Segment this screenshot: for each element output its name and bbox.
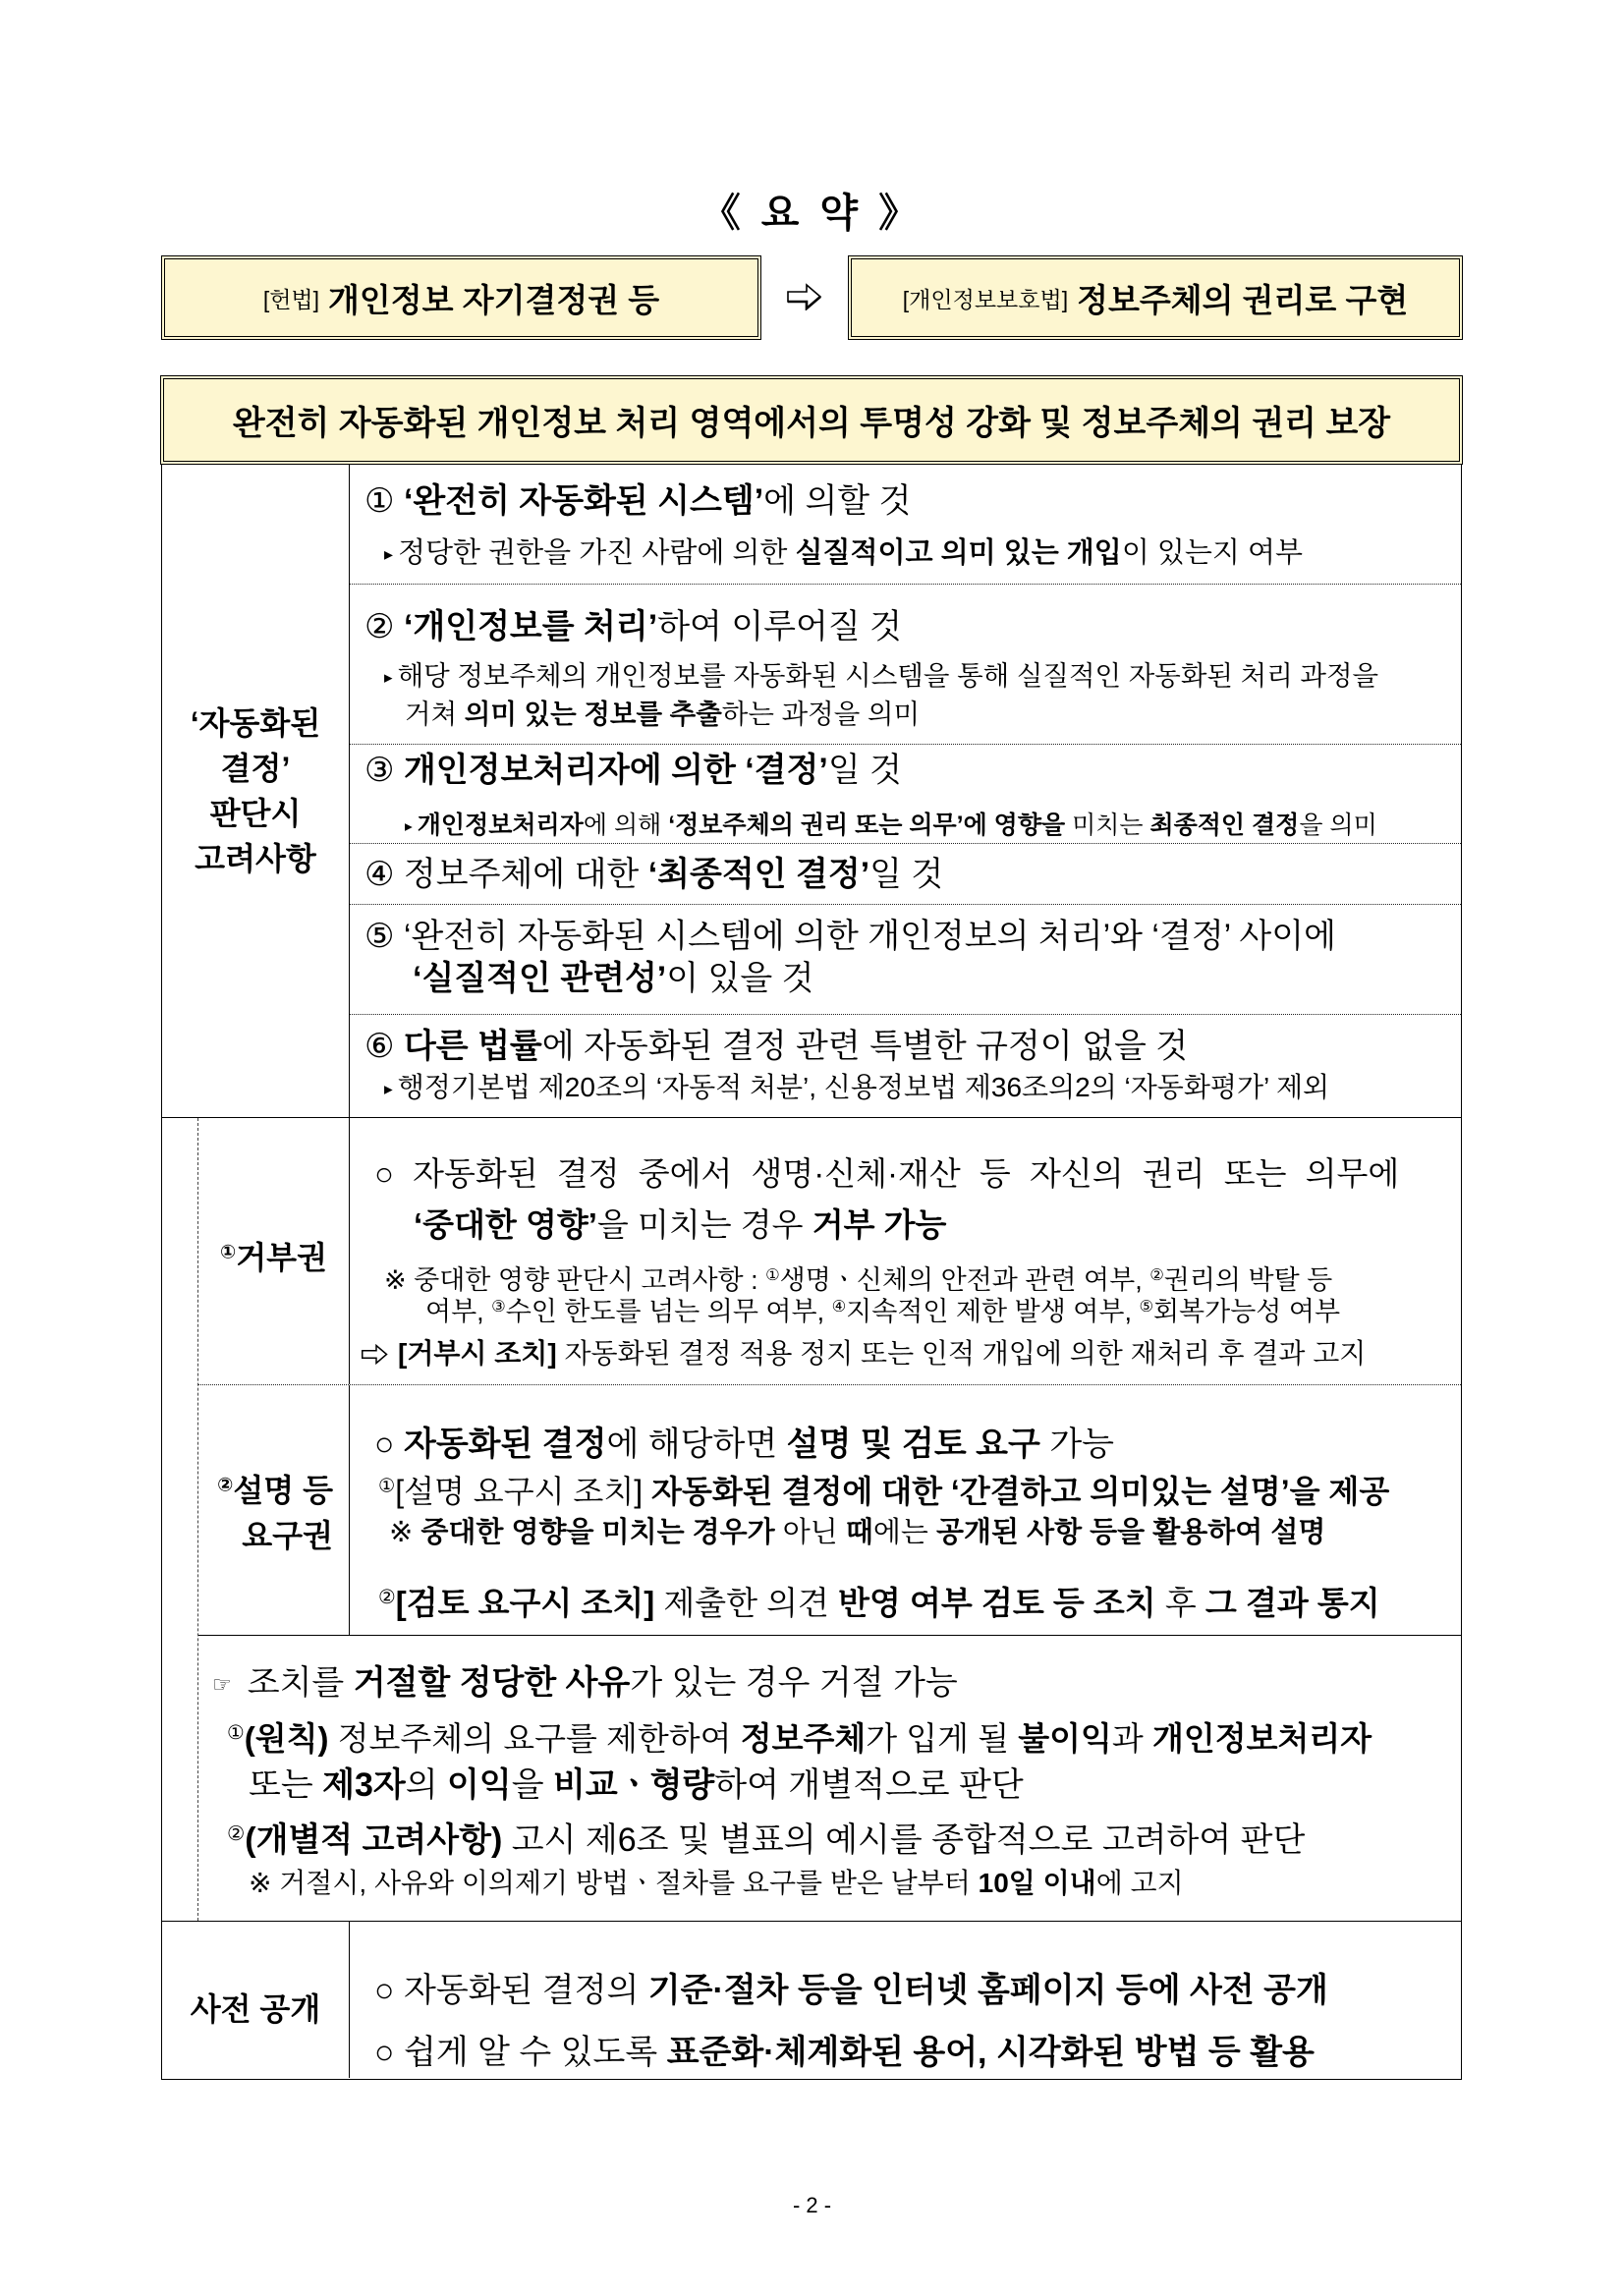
text-segment: 아닌 — [774, 1517, 846, 1548]
criteria-note — [384, 532, 1303, 575]
criteria-item-3 — [350, 745, 1461, 844]
text-segment: ‘개인정보를 처리’ — [403, 608, 658, 645]
circled-number: ② — [1149, 1266, 1164, 1285]
bullet-marker: ▸ — [405, 818, 413, 836]
rejection-line — [212, 1661, 958, 1705]
constitution-text: 개인정보 자기결정권 등 — [328, 281, 660, 318]
circled-number: ② — [217, 1475, 234, 1496]
text-segment: ‘최종적인 결정’ — [647, 856, 870, 893]
text-segment: ※ 중대한 영향 판단시 고려사항 : — [384, 1265, 766, 1295]
criteria-title — [364, 915, 1336, 958]
rejection-text — [248, 1664, 958, 1702]
text-segment: ○ 자동화된 결정의 — [374, 1972, 648, 2009]
criteria-note — [405, 693, 920, 736]
summary-table — [161, 464, 1462, 2080]
text-segment: 다른 법률 — [403, 1028, 542, 1065]
disclosure-line — [374, 1969, 1328, 2012]
criteria-label-line: ‘자동화된 — [190, 705, 321, 741]
explanation-note — [389, 1511, 1325, 1554]
text-segment: 수인 한도를 넘는 의무 여부, — [505, 1297, 832, 1326]
arrow-right-icon — [362, 1344, 388, 1365]
text-segment: ‘실질적인 관련성’ — [413, 960, 667, 997]
text-segment: 이익 — [447, 1766, 512, 1804]
circled-number: ① — [220, 1241, 237, 1262]
text-segment: 에 자동화된 결정 관련 특별한 규정이 없을 것 — [541, 1028, 1189, 1065]
text-segment: 비교ㆍ형량 — [553, 1766, 715, 1804]
refusal-line — [414, 1204, 946, 1247]
criteria-note — [405, 804, 1377, 847]
criteria-label — [162, 464, 350, 1118]
rejection-note — [249, 1862, 1184, 1905]
text-segment: 에 고지 — [1095, 1868, 1184, 1898]
text-segment: 개인정보처리자 — [1151, 1720, 1372, 1757]
arrow-right-icon — [787, 283, 822, 310]
text-segment: 그 결과 통지 — [1204, 1585, 1380, 1621]
text-segment: 하여 이루어질 것 — [657, 608, 902, 645]
bullet-marker: ▸ — [384, 667, 393, 687]
explanation-right-label — [198, 1385, 350, 1635]
refusal-action-text — [398, 1338, 1366, 1369]
text-segment: 미치는 — [1065, 812, 1150, 839]
text-segment: 최종적인 결정 — [1149, 812, 1300, 839]
text-segment: (개별적 고려사항) — [245, 1821, 503, 1859]
text-segment: 불이익 — [1018, 1720, 1112, 1757]
text-segment: ④ 정보주체에 대한 — [364, 856, 648, 893]
text-segment: 거절할 정당한 사유 — [353, 1664, 631, 1702]
text-segment: 에 해당하면 — [606, 1426, 787, 1463]
text-segment: 이 있을 것 — [666, 960, 814, 997]
text-segment: ③ — [364, 752, 404, 789]
text-segment: ‘중대한 영향’ — [414, 1206, 597, 1243]
text-segment: 회복가능성 여부 — [1152, 1297, 1341, 1326]
text-segment: [검토 요구시 조치] — [395, 1585, 655, 1621]
explanation-label-text: 설명 등 — [233, 1473, 333, 1508]
refusal-right-row — [198, 1118, 1461, 1385]
summary-title: 《 요 약 》 — [700, 192, 924, 235]
text-segment: 여부, — [425, 1297, 492, 1326]
criteria-title — [413, 957, 814, 1000]
circled-number: ① — [765, 1266, 780, 1285]
page-number: - 2 - — [792, 2193, 832, 2217]
refusal-right-content — [350, 1118, 1461, 1384]
text-segment: 생명ㆍ신체의 안전과 관련 여부, — [779, 1265, 1150, 1295]
pointing-hand-icon: ☞ — [212, 1673, 232, 1699]
text-segment: ○ 쉽게 알 수 있도록 — [374, 2034, 667, 2071]
text-segment: 하는 과정을 의미 — [721, 699, 921, 729]
text-segment: 제출한 의견 — [654, 1585, 839, 1621]
disclosure-line — [374, 2031, 1315, 2074]
criteria-label-line: 고려사항 — [195, 841, 316, 876]
text-segment: 자동화된 결정에 대한 ‘간결하고 의미있는 설명’을 제공 — [651, 1474, 1390, 1509]
bullet-marker: ▸ — [384, 1078, 393, 1098]
criteria-label-line: 결정’ — [220, 751, 291, 786]
text-segment: 일 것 — [869, 856, 944, 893]
text-segment: 또는 — [249, 1766, 323, 1804]
text-segment: 해당 정보주체의 개인정보를 자동화된 시스템을 통해 실질적인 자동화된 처리 과정을 — [397, 660, 1379, 691]
disclosure-row — [162, 1921, 1461, 2078]
explanation-right-row — [198, 1385, 1461, 1636]
text-segment: 과 — [1111, 1720, 1152, 1757]
explanation-line — [378, 1582, 1380, 1625]
text-segment: ② — [364, 608, 404, 645]
text-segment: 중대한 영향을 미치는 경우가 — [420, 1517, 775, 1548]
text-segment: ‘정보주체의 권리 또는 의무’에 영향을 — [668, 812, 1066, 839]
criteria-title — [364, 605, 902, 648]
privacy-act-box — [848, 255, 1463, 340]
text-segment: 행정기본법 제20조의 ‘자동적 처분’, 신용정보법 제36조의2의 ‘자동화평가’ 제외 — [397, 1072, 1330, 1102]
text-segment: 설명 및 검토 요구 — [786, 1426, 1040, 1463]
privacy-act-text: 정보주체의 권리로 구현 — [1077, 281, 1409, 318]
text-segment: [설명 요구시 조치] — [395, 1474, 652, 1509]
text-segment: 권리의 박탈 등 — [1163, 1265, 1333, 1295]
text-segment: 을 미치는 경우 — [596, 1206, 812, 1243]
circled-number: ③ — [491, 1298, 506, 1316]
text-segment: 지속적인 제한 발생 여부, — [846, 1297, 1140, 1326]
criteria-item-4 — [350, 844, 1461, 905]
text-segment: 10일 이내 — [978, 1868, 1096, 1898]
text-segment: ‘완전히 자동화된 시스템’ — [403, 482, 764, 520]
table-header: 완전히 자동화된 개인정보 처리 영역에서의 투명성 강화 및 정보주체의 권리 보장 — [160, 375, 1463, 465]
text-segment: 후 — [1155, 1585, 1205, 1621]
text-segment: 가능 — [1039, 1426, 1115, 1463]
text-segment: 기준·절차 등을 인터넷 홈페이지 등에 사전 공개 — [647, 1972, 1328, 2009]
criteria-title — [364, 1025, 1188, 1068]
explanation-line — [374, 1423, 1114, 1466]
text-segment: 거부 가능 — [812, 1206, 947, 1243]
criteria-item-1 — [350, 464, 1461, 585]
criteria-item-5 — [350, 905, 1461, 1015]
text-segment: (원칙) — [244, 1720, 329, 1757]
refusal-line — [374, 1152, 1399, 1196]
circled-number: ④ — [831, 1298, 847, 1316]
criteria-title — [364, 853, 943, 896]
text-segment: 의 — [405, 1766, 448, 1804]
text-segment: 가 입게 될 — [866, 1720, 1019, 1757]
refusal-note — [425, 1290, 1340, 1333]
explanation-label-text: 요구권 — [242, 1518, 333, 1553]
text-segment: ⑥ — [364, 1028, 404, 1065]
explanation-line — [378, 1470, 1389, 1513]
criteria-title — [364, 479, 911, 523]
circled-number: ② — [378, 1587, 396, 1609]
criteria-item-2 — [350, 585, 1461, 745]
circled-number: ① — [378, 1476, 396, 1497]
rights-indent-column — [162, 1118, 198, 1921]
disclosure-label-text: 사전 공개 — [190, 1990, 321, 2027]
text-segment: 가 있는 경우 거절 가능 — [630, 1664, 958, 1702]
circled-number: ① — [227, 1722, 245, 1745]
disclosure-content — [350, 1922, 1461, 2078]
text-segment: 때 — [845, 1517, 873, 1548]
text-segment: 거쳐 — [405, 699, 465, 729]
rejection-line — [249, 1764, 1024, 1807]
criteria-title — [364, 749, 902, 792]
text-segment: 에는 — [872, 1517, 936, 1548]
circled-number: ⑤ — [1139, 1298, 1153, 1316]
text-segment: 개인정보처리자에 의한 ‘결정’ — [403, 752, 828, 789]
text-segment: 공개된 사항 등을 활용하여 설명 — [935, 1517, 1326, 1548]
text-segment: ① — [364, 482, 404, 520]
text-segment: ⑤ ‘완전히 자동화된 시스템에 의한 개인정보의 처리’와 ‘결정’ 사이에 — [364, 918, 1336, 955]
text-segment: [거부시 조치] — [398, 1338, 557, 1369]
text-segment: ※ 거절시, 사유와 이의제기 방법ㆍ절차를 요구를 받은 날부터 — [249, 1868, 979, 1898]
criteria-note — [384, 1066, 1329, 1109]
explanation-right-content — [350, 1385, 1461, 1635]
text-segment: 에 의할 것 — [763, 482, 912, 520]
criteria-note — [384, 654, 1378, 698]
text-segment: 자동화된 결정 — [403, 1426, 607, 1463]
text-segment: 정당한 권한을 가진 사람에 의한 — [398, 537, 796, 569]
criteria-item-6 — [350, 1015, 1461, 1118]
text-segment: 자동화된 결정 적용 정지 또는 인적 개입에 의한 재처리 후 결과 고지 — [556, 1338, 1367, 1369]
disclosure-label — [162, 1922, 350, 2078]
refusal-action-line — [362, 1332, 1366, 1375]
text-segment: 개인정보처리자 — [417, 812, 584, 839]
bullet-marker: ▸ — [384, 543, 394, 564]
text-segment: 하여 개별적으로 판단 — [714, 1766, 1024, 1804]
text-segment: ○ 자동화된 결정 중에서 생명·신체·재산 등 자신의 권리 또는 의무에 — [374, 1155, 1400, 1192]
text-segment: 표준화·체계화된 용어, 시각화된 방법 등 활용 — [666, 2034, 1315, 2071]
text-segment: 정보주체의 요구를 제한하여 — [328, 1720, 741, 1757]
constitution-prefix: [헌법] — [262, 286, 320, 312]
refusal-label-text: 거부권 — [236, 1239, 327, 1275]
refusal-right-label — [198, 1118, 350, 1384]
text-segment: 을 의미 — [1299, 812, 1377, 839]
circled-number: ② — [227, 1822, 246, 1845]
text-segment: 일 것 — [827, 752, 902, 789]
text-segment: 실질적이고 의미 있는 개입 — [795, 537, 1122, 569]
text-segment: ○ — [374, 1426, 404, 1463]
text-segment: 이 있는지 여부 — [1121, 537, 1304, 569]
text-segment: 조치를 — [247, 1664, 354, 1702]
text-segment: 제3자 — [322, 1766, 406, 1804]
text-segment: 의미 있는 정보를 추출 — [464, 699, 722, 729]
text-segment: 을 — [511, 1766, 554, 1804]
rejection-line — [227, 1717, 1372, 1761]
criteria-label-line: 판단시 — [209, 796, 302, 831]
text-segment: 정보주체 — [740, 1720, 867, 1757]
text-segment: 고시 제6조 및 별표의 예시를 종합적으로 고려하여 판단 — [502, 1821, 1306, 1859]
text-segment: 반영 여부 검토 등 조치 — [838, 1585, 1156, 1621]
constitution-box — [161, 255, 761, 340]
text-segment: 에 의해 — [583, 812, 669, 839]
privacy-act-prefix: [개인정보보호법] — [902, 286, 1069, 312]
rejection-row — [198, 1636, 1461, 1921]
text-segment: ※ — [389, 1517, 421, 1548]
rejection-line — [227, 1819, 1305, 1862]
